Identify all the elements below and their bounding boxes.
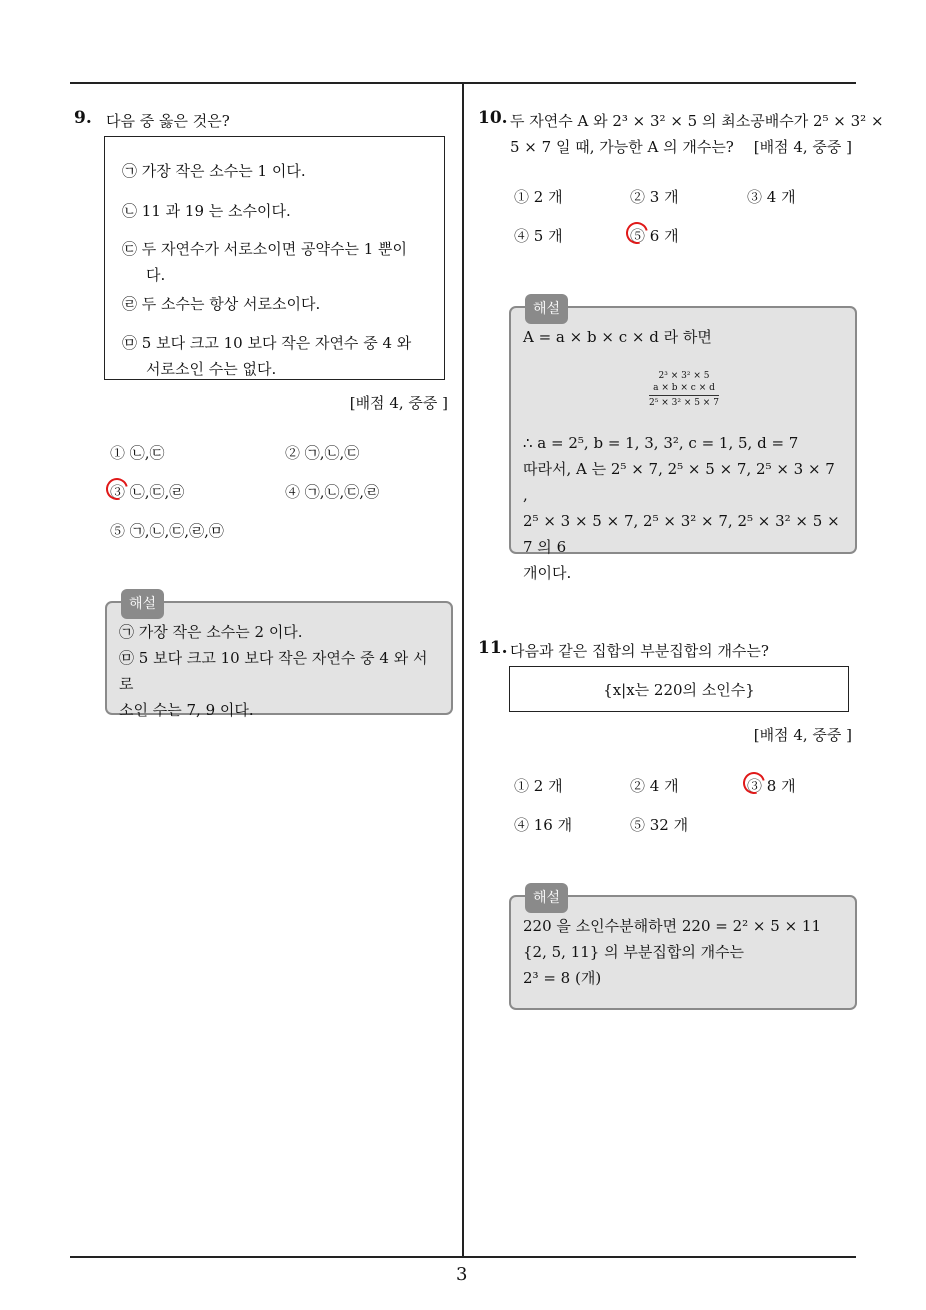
option-3[interactable]: ③ 4 개 xyxy=(747,188,796,206)
question-number: 9. xyxy=(74,108,92,128)
option-2[interactable]: ② ㉠,㉡,㉢ xyxy=(285,444,360,462)
option-4[interactable]: ④ 16 개 xyxy=(514,816,573,834)
statement-4: ㉣ 두 소수는 항상 서로소이다. xyxy=(122,295,321,313)
solution-box xyxy=(105,596,453,719)
solution-box xyxy=(509,890,857,1010)
question-text: 다음 중 옳은 것은? xyxy=(106,112,230,130)
question-text-line-1: 두 자연수 A 와 2³ × 3² × 5 의 최소공배수가 2⁵ × 3² × xyxy=(510,112,884,130)
solution-line: ㉠ 가장 작은 소수는 2 이다. xyxy=(119,623,303,641)
solution-line: 2³ = 8 (개) xyxy=(523,969,602,987)
option-3[interactable]: ③ 8 개 xyxy=(747,777,796,795)
statement-3: ㉢ 두 자연수가 서로소이면 공약수는 1 뿐이 다. xyxy=(122,240,408,284)
option-2[interactable]: ② 4 개 xyxy=(630,777,679,795)
solution-fraction: 2³ × 3² × 5 a × b × c × d 2⁵ × 3² × 5 × 7 xyxy=(649,371,719,408)
solution-line: ㉤ 5 보다 크고 10 보다 작은 자연수 중 4 와 서로 xyxy=(119,649,428,693)
option-5[interactable]: ⑤ 32 개 xyxy=(630,816,689,834)
solution-line: 따라서, A 는 2⁵ × 7, 2⁵ × 5 × 7, 2⁵ × 3 × 7 , xyxy=(523,460,835,504)
solution-line: ∴ a = 2⁵, b = 1, 3, 3², c = 1, 5, d = 7 xyxy=(523,434,799,452)
solution-line: 2⁵ × 3 × 5 × 7, 2⁵ × 3² × 7, 2⁵ × 3² × 5 × 7 의 6 xyxy=(523,512,840,556)
statement-2: ㉡ 11 과 19 는 소수이다. xyxy=(122,202,291,220)
solution-box xyxy=(509,301,857,582)
question-text: 다음과 같은 집합의 부분집합의 개수는? xyxy=(510,642,769,660)
option-2[interactable]: ② 3 개 xyxy=(630,188,679,206)
statement-1: ㉠ 가장 작은 소수는 1 이다. xyxy=(122,162,306,180)
statement-5: ㉤ 5 보다 크고 10 보다 작은 자연수 중 4 와 서로소인 수는 없다. xyxy=(122,334,412,378)
option-5[interactable]: ⑤ 6 개 xyxy=(630,227,679,245)
question-text-line-2: 5 × 7 일 때, 가능한 A 의 개수는? xyxy=(510,138,734,156)
score-label: [배점 4, 중중 ] xyxy=(753,138,852,156)
bottom-rule xyxy=(70,1256,856,1258)
option-1[interactable]: ① 2 개 xyxy=(514,777,563,795)
solution-tag: 해설 xyxy=(525,294,568,324)
set-expression: {x|x는 220의 소인수} xyxy=(603,680,755,699)
option-1[interactable]: ① 2 개 xyxy=(514,188,563,206)
solution-tag: 해설 xyxy=(121,589,164,619)
question-number: 11. xyxy=(478,638,508,658)
page-number: 3 xyxy=(456,1264,468,1285)
option-1[interactable]: ① ㉡,㉢ xyxy=(110,444,165,462)
set-box xyxy=(509,666,849,712)
solution-line: 개이다. xyxy=(523,564,572,582)
solution-intro: A = a × b × c × d 라 하면 xyxy=(523,328,712,346)
option-5[interactable]: ⑤ ㉠,㉡,㉢,㉣,㉤ xyxy=(110,522,224,540)
option-3[interactable]: ③ ㉡,㉢,㉣ xyxy=(110,483,185,501)
column-divider xyxy=(462,82,464,1258)
question-number: 10. xyxy=(478,108,508,128)
solution-line: 220 을 소인수분해하면 220 = 2² × 5 × 11 xyxy=(523,917,821,935)
solution-tag: 해설 xyxy=(525,883,568,913)
option-4[interactable]: ④ 5 개 xyxy=(514,227,563,245)
solution-line: {2, 5, 11} 의 부분집합의 개수는 xyxy=(523,943,745,961)
option-4[interactable]: ④ ㉠,㉡,㉢,㉣ xyxy=(285,483,380,501)
score-label: [배점 4, 중중 ] xyxy=(753,726,852,744)
score-label: [배점 4, 중중 ] xyxy=(349,394,448,412)
solution-line: 소인 수는 7, 9 이다. xyxy=(119,701,254,719)
